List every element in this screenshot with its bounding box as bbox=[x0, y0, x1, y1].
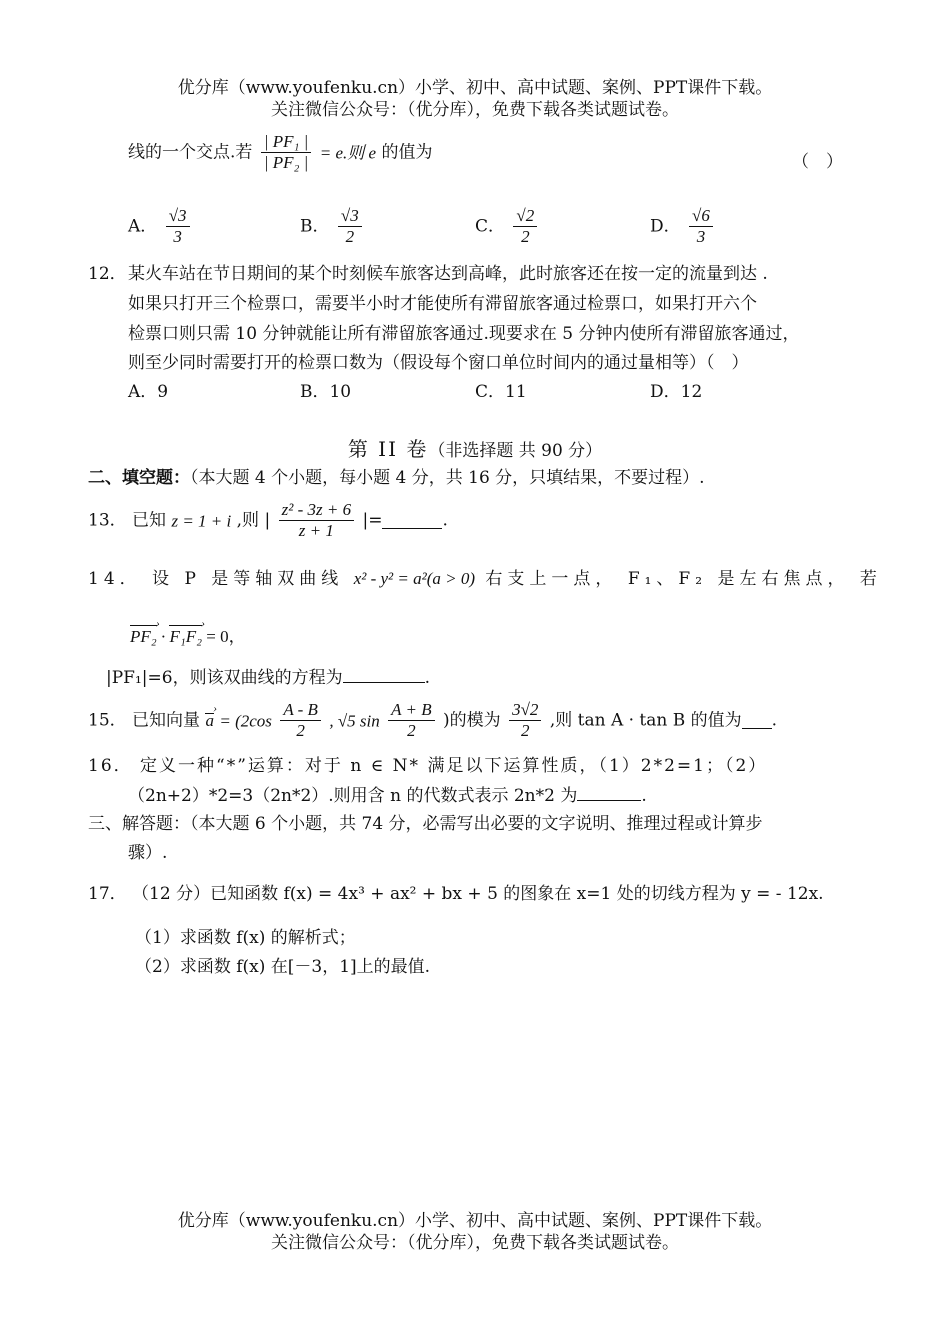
q14-line-3: |PF₁|=6，则该双曲线的方程为 . bbox=[106, 668, 430, 688]
q15-f1-den: 2 bbox=[296, 721, 305, 741]
q11-option-a-den: 3 bbox=[173, 227, 182, 247]
part2-title: 第 II 卷 bbox=[347, 437, 429, 461]
q11-ratio-fraction bbox=[261, 132, 312, 174]
q15-eq-open: = (2cos bbox=[219, 711, 272, 731]
q13-fraction bbox=[279, 500, 354, 542]
q14-number: 14． bbox=[88, 569, 142, 589]
q13-end: |= bbox=[362, 510, 383, 531]
q12-line-4: 则至少同时需要打开的检票口数为（假设每个窗口单位时间内的通过量相等）（ ） bbox=[128, 353, 749, 373]
q11-option-d-fraction bbox=[689, 206, 713, 248]
q16-answer-blank[interactable] bbox=[577, 784, 641, 801]
q11-option-a-fraction bbox=[166, 206, 190, 248]
q14-line1a: 设 P 是等轴双曲线 bbox=[152, 569, 344, 589]
q15-tail: ,则 tan A · tan B 的值为 bbox=[549, 710, 742, 731]
q14-equation: x² - y² = a²(a > 0) bbox=[353, 569, 476, 588]
q14-vector-f1f2: F₁F₂ › bbox=[169, 624, 202, 650]
q11-option-a bbox=[128, 206, 193, 248]
q15-fraction-3 bbox=[509, 700, 541, 742]
q11-option-c-den: 2 bbox=[521, 227, 530, 247]
section2-heading: 二、填空题： bbox=[88, 468, 190, 488]
q14-line1b: 右支上一点， F₁、F₂ 是左右焦点， 若 bbox=[485, 569, 882, 589]
header-line-2: 关注微信公众号：（优分库），免费下载各类试题试卷。 bbox=[271, 100, 679, 120]
q11-option-b-label: B． bbox=[300, 216, 330, 237]
q12-line-3: 检票口则只需 10 分钟就能让所有滞留旅客通过.现要求在 5 分钟内使所有滞留旅客通过， bbox=[128, 324, 800, 344]
q13-answer-blank[interactable] bbox=[382, 512, 442, 529]
q11-option-d bbox=[650, 206, 716, 248]
footer-line-2: 关注微信公众号：（优分库），免费下载各类试题试卷。 bbox=[271, 1233, 679, 1253]
q12-number: 12． bbox=[88, 264, 127, 284]
q14-vector-line: PF₂ › · F₁F₂ › = 0， bbox=[130, 624, 246, 650]
q14-line-1 bbox=[88, 566, 882, 593]
section3-line-1: 三、解答题：（本大题 6 个小题，共 74 分，必需写出必要的文字说明、推理过程或计算步 bbox=[88, 814, 763, 834]
q16-line1: 定义一种“*”运算：对于 n ∈ N* 满足以下运算性质，（1）2*2=1；（2） bbox=[140, 756, 768, 776]
q11-option-b-num: √3 bbox=[338, 206, 362, 227]
q12-line-1: 某火车站在节日期间的某个时刻候车旅客达到高峰，此时旅客还在按一定的流量到达 . bbox=[128, 264, 768, 284]
q12-line-2: 如果只打开三个检票口，需要半小时才能使所有滞留旅客通过检票口，如果打开六个 bbox=[128, 294, 757, 314]
q11-stem bbox=[128, 132, 432, 174]
q11-option-d-num: √6 bbox=[689, 206, 713, 227]
q13-numerator: z² - 3z + 6 bbox=[279, 500, 354, 521]
q15-fraction-1 bbox=[280, 700, 321, 742]
q13: 13． 已知 z = 1 + i ,则 | $\frac{\text{z² - 3z + 6}}{z + 1}$ |= . bbox=[88, 500, 448, 541]
q11-ratio-denominator: | PF₂ | bbox=[263, 153, 309, 173]
q11-option-c bbox=[475, 206, 540, 248]
footer-line-1: 优分库（www.youfenku.cn）小学、初中、高中试题、案例、PPT课件下载。 bbox=[177, 1211, 773, 1231]
q11-option-d-den: 3 bbox=[696, 227, 706, 247]
q12-option-b: B．10 bbox=[300, 382, 352, 402]
q13-condition: z = 1 + i bbox=[171, 511, 232, 531]
q11-equation: = e.则 e bbox=[319, 143, 377, 163]
q15: 15． 已知向量 a › = (2cos $\frac{A - B}{2}$ , √5 sin $\frac{A + B}{2}$ )的模为 $\frac{3√2}{2}$ ,则 tan A · tan B 的值为 . bbox=[88, 700, 777, 742]
q16-line-1 bbox=[88, 754, 767, 780]
q17-sub-2: （2）求函数 f(x) 在[－3，1]上的最值. bbox=[135, 957, 431, 977]
q11-option-d-label: D． bbox=[650, 216, 681, 237]
q15-prefix: 已知向量 bbox=[132, 710, 201, 731]
q11-option-b-den: 2 bbox=[345, 227, 355, 247]
q11-ratio-numerator: | PF₁ | bbox=[261, 132, 312, 153]
q11-answer-paren: （ ） bbox=[792, 152, 843, 172]
q16-line2: （2n+2）*2=3（2n*2）.则用含 n 的代数式表示 2n*2 为 bbox=[128, 786, 578, 806]
q12-option-d: D．12 bbox=[650, 382, 703, 402]
q16-number: 16． bbox=[88, 756, 133, 776]
q17-sub-1: （1）求函数 f(x) 的解析式； bbox=[135, 928, 356, 948]
q14-vector-eq: = 0， bbox=[206, 627, 246, 646]
q11-option-a-label: A． bbox=[128, 216, 158, 237]
section3-line-2: 骤）. bbox=[128, 843, 168, 863]
q15-fraction-2 bbox=[388, 700, 434, 742]
q11-option-c-fraction bbox=[513, 206, 537, 248]
q12-option-c: C．11 bbox=[475, 382, 527, 402]
q13-denominator: z + 1 bbox=[298, 521, 334, 541]
part2-heading bbox=[0, 434, 950, 465]
q17-main: （12 分）已知函数 f(x) = 4x³ + ax² + bx + 5 的图象在 x=1 处的切线方程为 y = - 12x. bbox=[132, 884, 824, 904]
q13-mid: ,则 | bbox=[236, 510, 271, 531]
section2-heading-line bbox=[88, 466, 705, 492]
q11-text-after: 的值为 bbox=[381, 142, 433, 163]
q11-option-b-fraction bbox=[338, 206, 362, 248]
section2-desc: （本大题 4 个小题，每小题 4 分，共 16 分，只填结果，不要过程）. bbox=[190, 468, 705, 488]
q14-answer-blank[interactable] bbox=[343, 666, 425, 683]
header-line-1: 优分库（www.youfenku.cn）小学、初中、高中试题、案例、PPT课件下载。 bbox=[177, 78, 773, 98]
q15-f1-num: A - B bbox=[280, 700, 321, 721]
q11-option-b bbox=[300, 206, 365, 248]
q15-f2-num: A + B bbox=[388, 700, 434, 721]
q17-number: 17． bbox=[88, 884, 127, 904]
q11-option-a-num: √3 bbox=[166, 206, 190, 227]
q15-f2-den: 2 bbox=[407, 721, 416, 741]
q16-line-2: （2n+2）*2=3（2n*2）.则用含 n 的代数式表示 2n*2 为 . bbox=[128, 786, 647, 806]
q13-prefix: 已知 bbox=[132, 510, 167, 531]
q15-f3-num: 3√2 bbox=[509, 700, 541, 721]
q14-vector-pf2: PF₂ › bbox=[130, 624, 157, 650]
q15-f3-den: 2 bbox=[520, 721, 530, 741]
q11-text-before: 线的一个交点.若 bbox=[128, 142, 253, 163]
q15-close: )的模为 bbox=[443, 710, 501, 731]
q17-main-line bbox=[88, 882, 824, 908]
part2-subtitle: （非选择题 共 90 分） bbox=[428, 441, 603, 461]
q15-mid: , √5 sin bbox=[329, 711, 380, 731]
q14-line3-text: |PF₁|=6，则该双曲线的方程为 bbox=[106, 668, 343, 688]
q11-option-c-label: C． bbox=[475, 216, 506, 237]
q13-number: 13． bbox=[88, 510, 127, 531]
q11-option-c-num: √2 bbox=[513, 206, 537, 227]
q15-vector-a: a › bbox=[205, 712, 214, 729]
q15-answer-blank[interactable] bbox=[742, 712, 772, 729]
q15-number: 15． bbox=[88, 710, 127, 731]
q12-option-a: A．9 bbox=[128, 382, 169, 402]
